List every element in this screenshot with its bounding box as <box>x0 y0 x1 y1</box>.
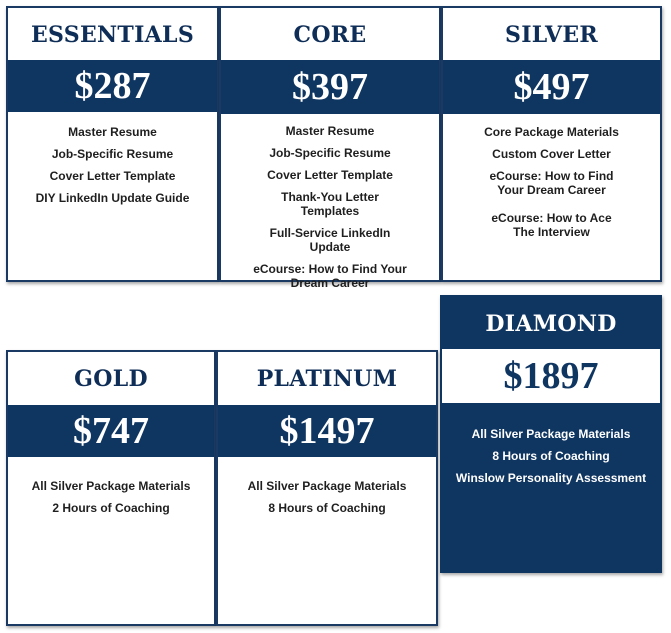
feature-list <box>443 125 660 239</box>
feature-item: Full-Service LinkedIn Update <box>269 226 391 254</box>
package-card-gold <box>6 350 216 626</box>
feature-item: DIY LinkedIn Update Guide <box>35 191 190 205</box>
feature-item: 8 Hours of Coaching <box>268 501 386 515</box>
price-band <box>8 405 214 457</box>
price-band <box>442 349 660 403</box>
package-card-diamond <box>440 295 662 573</box>
feature-item: Cover Letter Template <box>267 168 393 182</box>
feature-item: Master Resume <box>285 124 375 138</box>
feature-item: Job-Specific Resume <box>269 146 391 160</box>
feature-item: All Silver Package Materials <box>471 427 631 441</box>
price-band <box>221 60 439 114</box>
package-card-core <box>219 6 441 290</box>
price-band <box>443 60 660 114</box>
feature-item: eCourse: How to Ace The Interview <box>491 211 612 239</box>
feature-list <box>218 479 436 515</box>
package-price: $747 <box>73 410 149 452</box>
package-card-silver <box>441 6 662 282</box>
package-name: CORE <box>293 22 367 48</box>
package-price: $287 <box>74 65 151 107</box>
feature-item: 8 Hours of Coaching <box>492 449 610 463</box>
feature-item: Cover Letter Template <box>49 169 176 183</box>
feature-item: Master Resume <box>68 125 157 139</box>
package-name: DIAMOND <box>485 311 617 337</box>
feature-item: All Silver Package Materials <box>31 479 191 493</box>
package-name: PLATINUM <box>256 366 398 392</box>
feature-item: eCourse: How to Find Your Dream Career <box>253 262 407 290</box>
package-name: SILVER <box>505 22 598 48</box>
package-name: ESSENTIALS <box>30 22 195 48</box>
feature-list <box>8 479 214 515</box>
feature-item: Winslow Personality Assessment <box>455 471 647 485</box>
feature-item: Core Package Materials <box>484 125 619 139</box>
package-price: $497 <box>513 66 590 108</box>
feature-list <box>8 125 217 205</box>
price-band <box>218 405 436 457</box>
package-card-platinum <box>216 350 438 626</box>
package-price: $397 <box>292 66 368 108</box>
feature-item: Job-Specific Resume <box>51 147 174 161</box>
feature-item: Custom Cover Letter <box>492 147 611 161</box>
package-price: $1897 <box>503 355 599 397</box>
price-band <box>8 60 217 112</box>
feature-item: Thank-You Letter Templates <box>281 190 379 218</box>
feature-list <box>442 427 660 485</box>
package-card-essentials <box>6 6 219 282</box>
feature-item: All Silver Package Materials <box>247 479 407 493</box>
feature-item: 2 Hours of Coaching <box>52 501 170 515</box>
feature-list <box>221 124 439 290</box>
package-price: $1497 <box>279 410 375 452</box>
feature-item: eCourse: How to Find Your Dream Career <box>489 169 614 197</box>
package-name: GOLD <box>74 366 148 392</box>
